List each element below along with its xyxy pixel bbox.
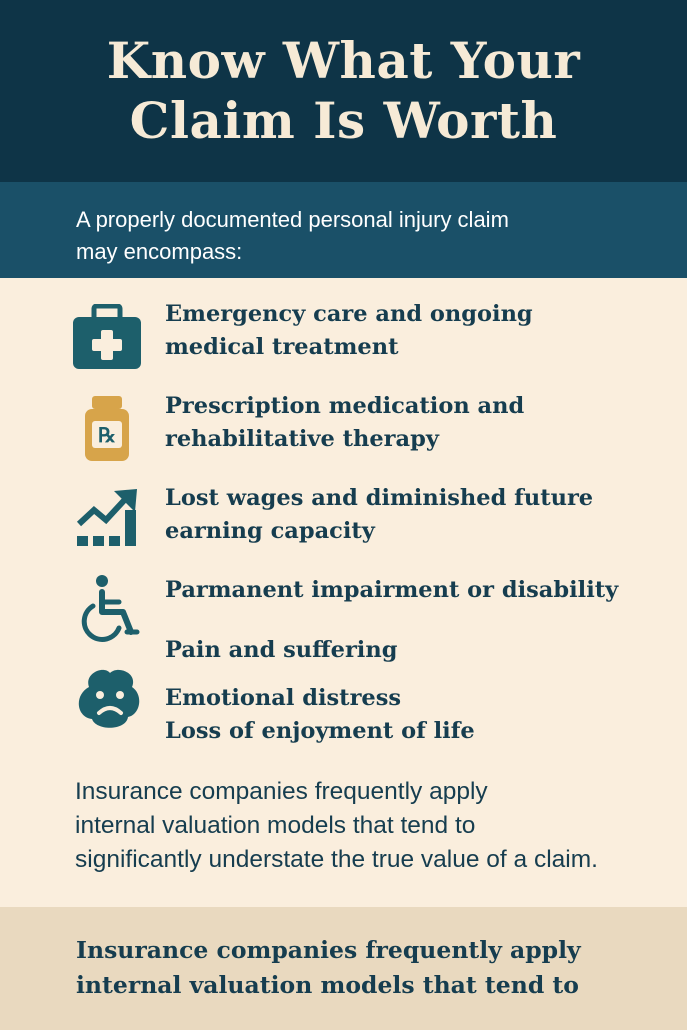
header-banner — [0, 0, 687, 182]
footer-line-2: internal valuation models that tend to — [76, 971, 579, 999]
first-aid-kit-icon — [72, 304, 142, 370]
footer-banner — [0, 907, 687, 1030]
intro-line-1: A properly documented personal injury claim — [76, 207, 509, 232]
intro-banner — [0, 182, 687, 278]
list-item-line-1: Pain and suffering — [165, 637, 398, 663]
list-item-line-2: earning capacity — [165, 518, 375, 544]
list-item-line-1: Emergency care and ongoing — [165, 301, 533, 327]
list-item-impairment — [165, 574, 618, 607]
footer-line-1: Insurance companies frequently apply — [76, 936, 581, 964]
note-line-2: internal valuation models that tend to — [75, 812, 476, 839]
list-item-lost-wages — [165, 482, 593, 548]
sad-face-icon — [74, 665, 144, 731]
rising-chart-icon — [76, 488, 140, 548]
page-title-line-1: Know What Your — [106, 31, 581, 90]
list-item-line-2: Loss of enjoyment of life — [165, 718, 475, 744]
intro-line-2: may encompass: — [76, 239, 243, 264]
page-title-line-2: Claim Is Worth — [129, 91, 558, 150]
list-item-emotional-distress — [165, 682, 475, 748]
list-item-line-2: medical treatment — [165, 334, 399, 360]
list-item-line-2: rehabilitative therapy — [165, 426, 439, 452]
list-item-line-1: Prescription medication and — [165, 393, 525, 419]
list-item-medical-treatment — [165, 298, 533, 364]
wheelchair-icon — [79, 574, 141, 642]
note-line-3: significantly understate the true value of a claim. — [75, 846, 598, 873]
rx-symbol: ℞ — [98, 423, 116, 447]
list-item-line-1: Emotional distress — [165, 685, 402, 711]
list-item-line-1: Parmanent impairment or disability — [165, 577, 619, 603]
list-item-pain-suffering — [165, 634, 397, 667]
note-line-1: Insurance companies frequently apply — [75, 778, 488, 805]
list-item-medication — [165, 390, 524, 456]
insurance-note — [75, 775, 598, 877]
prescription-bottle-icon — [83, 396, 131, 462]
list-item-line-1: Lost wages and diminished future — [165, 485, 594, 511]
